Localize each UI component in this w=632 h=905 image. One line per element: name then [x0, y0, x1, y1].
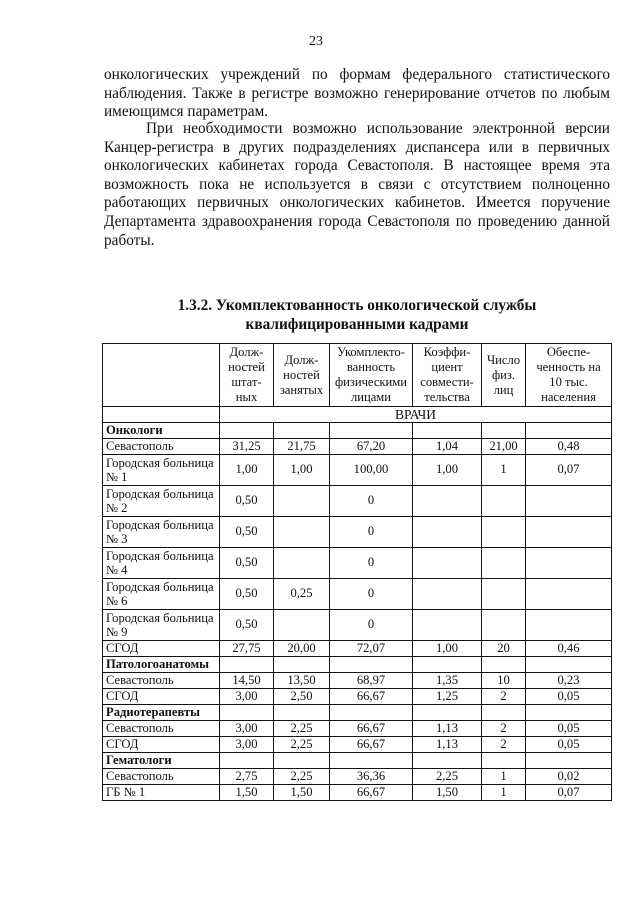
- row-name: ГБ № 1: [103, 785, 220, 801]
- value-cell: 3,00: [220, 737, 274, 753]
- value-cell: 2: [482, 737, 526, 753]
- value-cell: 13,50: [274, 673, 330, 689]
- table-header-row: [103, 344, 612, 407]
- table-row: [103, 673, 612, 689]
- table-row: [103, 455, 612, 486]
- value-cell: 2,25: [413, 769, 482, 785]
- value-cell: 66,67: [330, 689, 413, 705]
- value-cell: 0: [330, 610, 413, 641]
- value-cell: [482, 579, 526, 610]
- empty-cell: [274, 753, 330, 769]
- table-row: [103, 769, 612, 785]
- empty-cell: [482, 753, 526, 769]
- value-cell: 0: [330, 517, 413, 548]
- empty-cell: [526, 423, 612, 439]
- empty-cell: [330, 705, 413, 721]
- empty-cell: [274, 705, 330, 721]
- empty-cell: [413, 753, 482, 769]
- value-cell: 1,00: [413, 455, 482, 486]
- header-cell: [103, 344, 220, 407]
- value-cell: [526, 517, 612, 548]
- empty-cell: [220, 423, 274, 439]
- empty-cell: [413, 423, 482, 439]
- value-cell: 2,50: [274, 689, 330, 705]
- value-cell: 66,67: [330, 721, 413, 737]
- row-name: Городская больница № 3: [103, 517, 220, 548]
- value-cell: 20,00: [274, 641, 330, 657]
- table-body: [103, 407, 612, 801]
- value-cell: 1: [482, 785, 526, 801]
- table-row: [103, 641, 612, 657]
- section-title: [104, 296, 610, 334]
- value-cell: 1,50: [220, 785, 274, 801]
- empty-cell: [526, 657, 612, 673]
- value-cell: [274, 486, 330, 517]
- empty-cell: [526, 753, 612, 769]
- value-cell: 2,25: [274, 721, 330, 737]
- value-cell: 36,36: [330, 769, 413, 785]
- header-cell: Число физ. лиц: [482, 344, 526, 407]
- staffing-table: [102, 343, 612, 801]
- value-cell: 1,13: [413, 737, 482, 753]
- header-cell: Укомплекто-ванность физическими лицами: [330, 344, 413, 407]
- section-title-line-1: 1.3.2. Укомплектованность онкологической службы: [177, 297, 537, 314]
- row-name: СГОД: [103, 641, 220, 657]
- table-row: [103, 721, 612, 737]
- section-row: [103, 407, 612, 423]
- value-cell: 0,05: [526, 737, 612, 753]
- value-cell: 72,07: [330, 641, 413, 657]
- value-cell: 1,00: [274, 455, 330, 486]
- value-cell: [413, 610, 482, 641]
- value-cell: 1,04: [413, 439, 482, 455]
- row-name: Севастополь: [103, 721, 220, 737]
- section-title-line-2: квалифицированными кадрами: [245, 316, 469, 333]
- value-cell: 0,05: [526, 689, 612, 705]
- value-cell: 0,50: [220, 517, 274, 548]
- value-cell: 0,48: [526, 439, 612, 455]
- value-cell: 0,02: [526, 769, 612, 785]
- value-cell: 1,50: [413, 785, 482, 801]
- row-name: Городская больница № 6: [103, 579, 220, 610]
- value-cell: 1,00: [220, 455, 274, 486]
- value-cell: 2: [482, 721, 526, 737]
- group-name: Онкологи: [103, 423, 220, 439]
- row-name: Городская больница № 4: [103, 548, 220, 579]
- row-name: СГОД: [103, 689, 220, 705]
- empty-cell: [330, 657, 413, 673]
- value-cell: 2: [482, 689, 526, 705]
- value-cell: 21,00: [482, 439, 526, 455]
- value-cell: 20: [482, 641, 526, 657]
- value-cell: [526, 548, 612, 579]
- row-name: Городская больница № 1: [103, 455, 220, 486]
- empty-cell: [330, 753, 413, 769]
- header-cell: Коэффи-циент совмести-тельства: [413, 344, 482, 407]
- table-row: [103, 439, 612, 455]
- group-row: [103, 423, 612, 439]
- header-cell: Обеспе-ченность на 10 тыс. населения: [526, 344, 612, 407]
- value-cell: 0: [330, 548, 413, 579]
- group-name: Гематологи: [103, 753, 220, 769]
- value-cell: 2,75: [220, 769, 274, 785]
- table-row: [103, 486, 612, 517]
- value-cell: [413, 486, 482, 517]
- group-row: [103, 705, 612, 721]
- value-cell: 2,25: [274, 769, 330, 785]
- value-cell: 0,05: [526, 721, 612, 737]
- value-cell: 1: [482, 455, 526, 486]
- empty-cell: [220, 657, 274, 673]
- value-cell: 0,50: [220, 579, 274, 610]
- empty-cell: [220, 705, 274, 721]
- value-cell: 0,46: [526, 641, 612, 657]
- empty-cell: [413, 705, 482, 721]
- value-cell: 68,97: [330, 673, 413, 689]
- value-cell: 1,35: [413, 673, 482, 689]
- value-cell: [526, 486, 612, 517]
- value-cell: 2,25: [274, 737, 330, 753]
- value-cell: 3,00: [220, 721, 274, 737]
- value-cell: 0,23: [526, 673, 612, 689]
- row-name: СГОД: [103, 737, 220, 753]
- value-cell: [526, 579, 612, 610]
- empty-cell: [274, 423, 330, 439]
- value-cell: 21,75: [274, 439, 330, 455]
- value-cell: 14,50: [220, 673, 274, 689]
- value-cell: 10: [482, 673, 526, 689]
- value-cell: 0,50: [220, 610, 274, 641]
- row-name: Севастополь: [103, 439, 220, 455]
- empty-cell: [103, 407, 220, 423]
- value-cell: 1,00: [413, 641, 482, 657]
- value-cell: 27,75: [220, 641, 274, 657]
- table-row: [103, 785, 612, 801]
- empty-cell: [482, 657, 526, 673]
- value-cell: 3,00: [220, 689, 274, 705]
- section-label: ВРАЧИ: [220, 407, 612, 423]
- value-cell: [482, 610, 526, 641]
- header-cell: Долж-ностей штат-ных: [220, 344, 274, 407]
- value-cell: [413, 579, 482, 610]
- value-cell: 0,25: [274, 579, 330, 610]
- row-name: Городская больница № 9: [103, 610, 220, 641]
- table-row: [103, 579, 612, 610]
- value-cell: [274, 517, 330, 548]
- value-cell: 0: [330, 579, 413, 610]
- row-name: Севастополь: [103, 673, 220, 689]
- empty-cell: [413, 657, 482, 673]
- value-cell: [482, 548, 526, 579]
- group-name: Патологоанатомы: [103, 657, 220, 673]
- table-row: [103, 548, 612, 579]
- value-cell: 1: [482, 769, 526, 785]
- value-cell: [413, 517, 482, 548]
- empty-cell: [526, 705, 612, 721]
- group-row: [103, 657, 612, 673]
- value-cell: [482, 486, 526, 517]
- group-row: [103, 753, 612, 769]
- empty-cell: [274, 657, 330, 673]
- empty-cell: [330, 423, 413, 439]
- value-cell: 67,20: [330, 439, 413, 455]
- value-cell: 0: [330, 486, 413, 517]
- empty-cell: [220, 753, 274, 769]
- row-name: Городская больница № 2: [103, 486, 220, 517]
- value-cell: 0,50: [220, 548, 274, 579]
- row-name: Севастополь: [103, 769, 220, 785]
- value-cell: 100,00: [330, 455, 413, 486]
- table-row: [103, 610, 612, 641]
- group-name: Радиотерапевты: [103, 705, 220, 721]
- empty-cell: [482, 423, 526, 439]
- value-cell: [526, 610, 612, 641]
- value-cell: 66,67: [330, 785, 413, 801]
- value-cell: 31,25: [220, 439, 274, 455]
- header-cell: Долж-ностей занятых: [274, 344, 330, 407]
- table-row: [103, 517, 612, 548]
- value-cell: 0,50: [220, 486, 274, 517]
- empty-cell: [482, 705, 526, 721]
- value-cell: 1,25: [413, 689, 482, 705]
- value-cell: [274, 548, 330, 579]
- value-cell: [482, 517, 526, 548]
- value-cell: 1,13: [413, 721, 482, 737]
- paragraph-1: онкологических учреждений по формам федерального статистического наблюдения. Также в регистре возможно генерирование отчетов по любым имеющимся параметрам.: [104, 66, 610, 121]
- value-cell: [413, 548, 482, 579]
- value-cell: [274, 610, 330, 641]
- page-number: 23: [309, 34, 323, 49]
- paragraph-2: При необходимости возможно использование электронной версии Канцер-регистра в других подразделениях диспансера или в первичных онкологических кабинетах города Севастополя. В настоящее время эта возможность пока не используется в связи с отсутствием полноценно работающих первичных онкологических кабинетов. Имеется поручение Департамента здравоохранения города Севастополя по проведению данной работы.: [104, 120, 610, 249]
- value-cell: 66,67: [330, 737, 413, 753]
- value-cell: 1,50: [274, 785, 330, 801]
- value-cell: 0,07: [526, 785, 612, 801]
- table-row: [103, 689, 612, 705]
- value-cell: 0,07: [526, 455, 612, 486]
- table-row: [103, 737, 612, 753]
